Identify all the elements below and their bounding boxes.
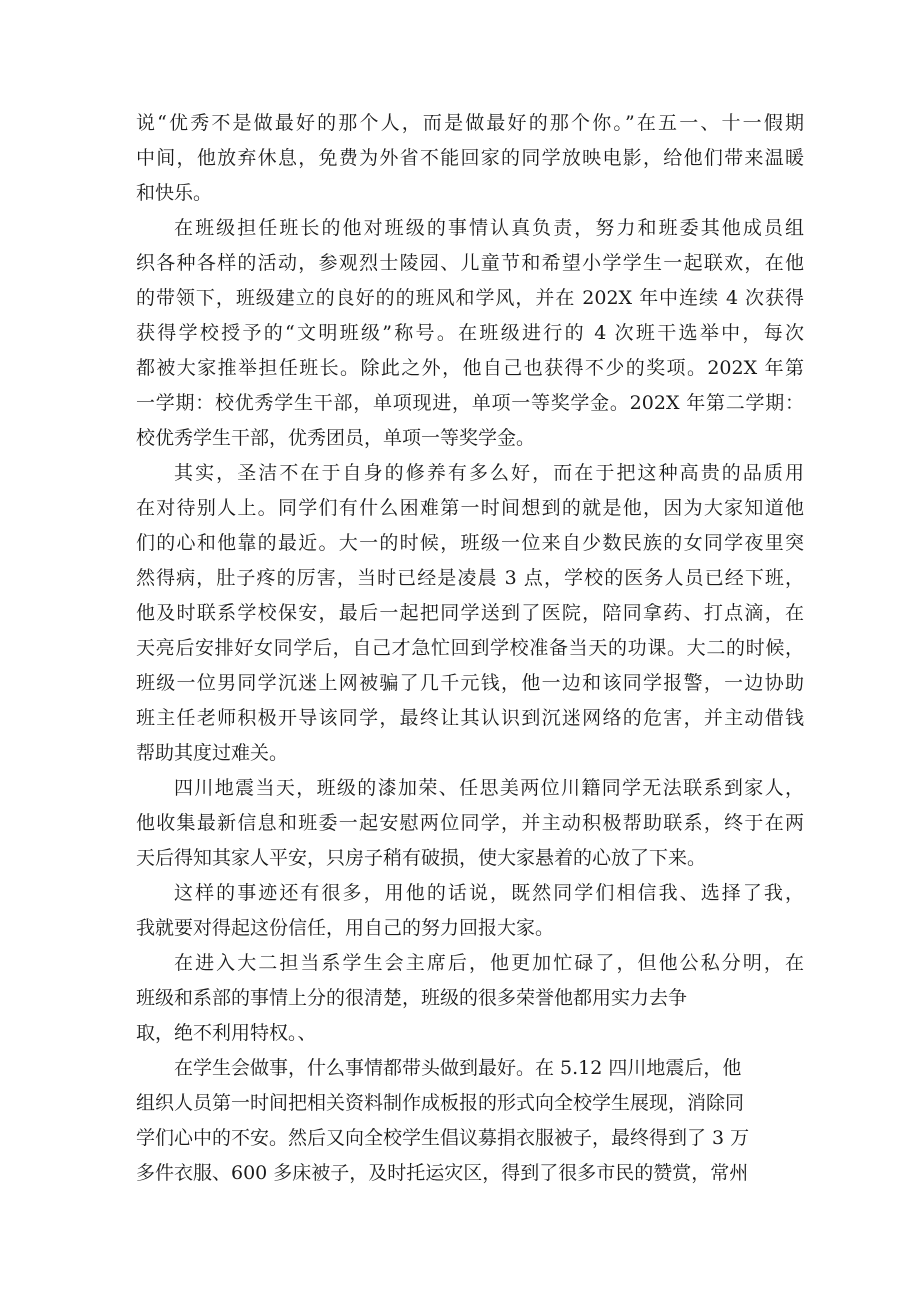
text-line: 取，绝不利用特权。、 bbox=[136, 1022, 317, 1044]
text-line: 天后得知其家人平安，只房子稍有破损，使大家悬着的心放了下来。 bbox=[136, 847, 707, 869]
text-line: 他收集最新信息和班委一起安慰两位同学，并主动积极帮助联系，终于在两 bbox=[136, 812, 804, 834]
paragraph-first-line: 在班级担任班长的他对班级的事情认真负责，努力和班委其他成员组 bbox=[174, 217, 804, 239]
text-line: 班主任老师积极开导该同学，最终让其认识到沉迷网络的危害，并主动借钱 bbox=[136, 707, 804, 729]
text-line: 班级一位男同学沉迷上网被骗了几千元钱，他一边和该同学报警，一边协助 bbox=[136, 672, 804, 694]
text-line: 织各种各样的活动，参观烈士陵园、儿童节和希望小学学生一起联欢，在他 bbox=[136, 252, 804, 274]
text-line: 他及时联系学校保安，最后一起把同学送到了医院，陪同拿药、打点滴，在 bbox=[136, 602, 804, 624]
text-line: 说“优秀不是做最好的那个人，而是做最好的那个你。”在五一、十一假期 bbox=[136, 112, 804, 134]
text-line: 的带领下，班级建立的良好的的班风和学风，并在 202X 年中连续 4 次获得 bbox=[136, 287, 804, 309]
paragraph-first-line: 在进入大二担当系学生会主席后，他更加忙碌了，但他公私分明，在 bbox=[174, 952, 804, 974]
text-line: 一学期：校优秀学生干部，单项现进，单项一等奖学金。202X 年第二学期： bbox=[136, 392, 804, 414]
text-line: 学们心中的不安。然后又向全校学生倡议募捐衣服被子，最终得到了 3 万 bbox=[136, 1127, 750, 1149]
paragraph-first-line: 其实，圣洁不在于自身的修养有多么好，而在于把这种高贵的品质用 bbox=[174, 462, 804, 484]
text-line: 帮助其度过难关。 bbox=[136, 742, 289, 764]
text-line: 天亮后安排好女同学后，自己才急忙回到学校准备当天的功课。大二的时候， bbox=[136, 637, 804, 659]
text-line: 组织人员第一时间把相关资料制作成板报的形式向全校学生展现，消除同 bbox=[136, 1092, 745, 1114]
text-line: 校优秀学生干部，优秀团员，单项一等奖学金。 bbox=[136, 427, 536, 449]
text-line: 获得学校授予的“文明班级”称号。在班级进行的 4 次班干选举中，每次 bbox=[136, 322, 804, 344]
paragraph-first-line: 在学生会做事，什么事情都带头做到最好。在 5.12 四川地震后，他 bbox=[174, 1057, 742, 1079]
text-line: 们的心和他靠的最近。大一的时候，班级一位来自少数民族的女同学夜里突 bbox=[136, 532, 804, 554]
document-body bbox=[136, 106, 804, 1191]
paragraph-first-line: 这样的事迹还有很多，用他的话说，既然同学们相信我、选择了我， bbox=[174, 882, 804, 904]
text-line: 和快乐。 bbox=[136, 182, 213, 204]
text-line: 然得病，肚子疼的厉害，当时已经是凌晨 3 点，学校的医务人员已经下班， bbox=[136, 567, 804, 589]
text-line: 都被大家推举担任班长。除此之外，他自己也获得不少的奖项。202X 年第 bbox=[136, 357, 804, 379]
paragraph-first-line: 四川地震当天，班级的漆加荣、任思美两位川籍同学无法联系到家人， bbox=[174, 777, 804, 799]
text-line: 中间，他放弃休息，免费为外省不能回家的同学放映电影，给他们带来温暖 bbox=[136, 147, 804, 169]
text-line: 我就要对得起这份信任，用自己的努力回报大家。 bbox=[136, 917, 555, 939]
text-line: 多件衣服、600 多床被子，及时托运灾区，得到了很多市民的赞赏，常州 bbox=[136, 1162, 749, 1184]
text-line: 在对待别人上。同学们有什么困难第一时间想到的就是他，因为大家知道他 bbox=[136, 497, 804, 519]
text-line: 班级和系部的事情上分的很清楚，班级的很多荣誉他都用实力去争 bbox=[136, 987, 688, 1009]
